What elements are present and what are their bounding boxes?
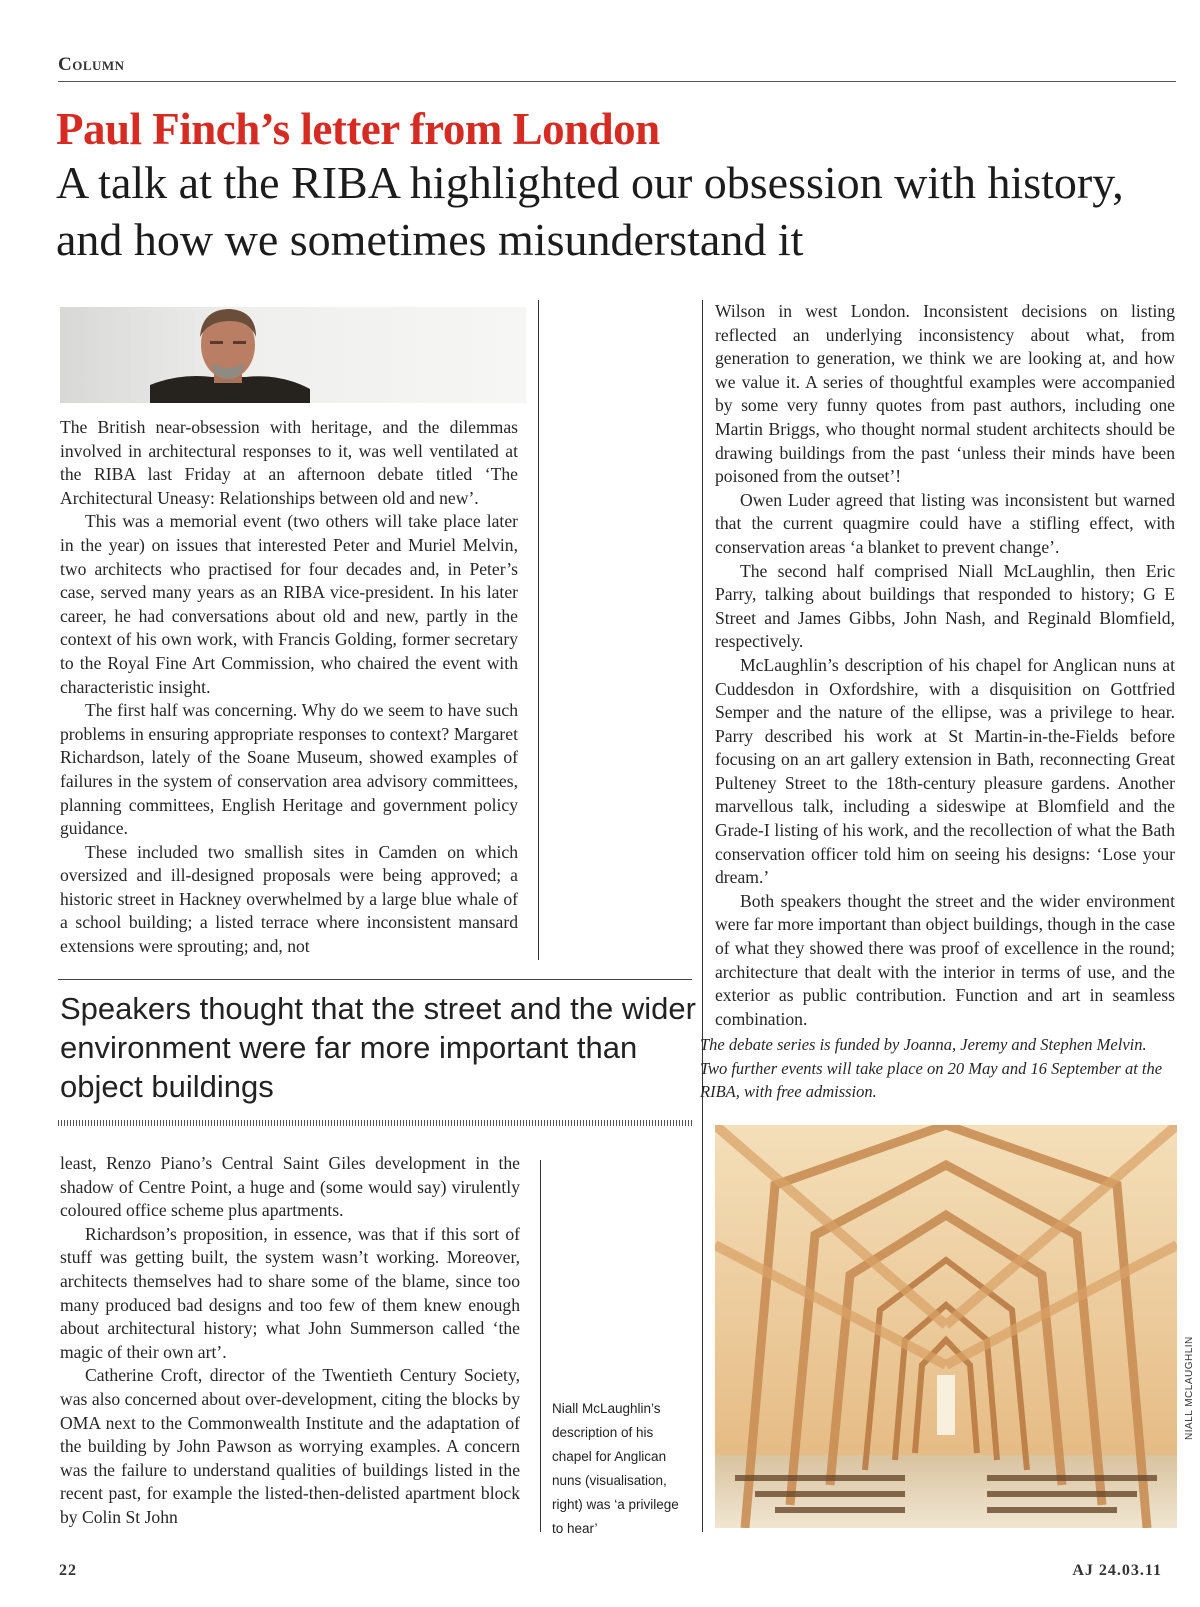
paragraph: Both speakers thought the street and the wider environment were far more important than object buildings, though in the case of what they showed there was proof of excellence in the round; architecture that dealt with the interior in terms of use, and the exterior as public contribution. Function and art in seamless combination. xyxy=(715,890,1175,1029)
paragraph: These included two smallish sites in Camden on which oversized and ill-designed proposals were being approved; a historic street in Hackney overwhelmed by a large blue whale of a school building; a listed terrace where inconsistent mansard extensions were sprouting; and, not xyxy=(60,841,518,957)
paragraph: This was a memorial event (two others will take place later in the year) on issues that interested Peter and Muriel Melvin, two architects who practised for four decades and, in Peter’s case, served many years as an RIBA vice-president. In his later career, he had conversations about old and new, partly in the context of his own work, with Francis Golding, former secretary to the Royal Fine Art Commission, who chaired the event with characteristic insight. xyxy=(60,511,518,697)
column-rule xyxy=(702,300,703,1532)
column-rule xyxy=(538,300,539,960)
paragraph: The second half comprised Niall McLaughlin, then Eric Parry, talking about buildings that responded to history; G E Street and James Gibbs, John Nash, and Reginald Blomfield, respectively. xyxy=(715,560,1175,652)
paragraph: Richardson’s proposition, in essence, was that if this sort of stuff was getting built, the system wasn’t working. Moreover, architects themselves had to share some of the blame, since too many produced bad designs and too few of them knew enough about architectural history; what John Summerson called ‘the magic of their own art’. xyxy=(60,1223,520,1362)
article-column-3 xyxy=(715,300,1175,1031)
author-portrait xyxy=(60,307,526,403)
image-caption: Niall McLaughlin’s description of his chapel for Anglican nuns (visualisation, right) was ‘a privilege to hear’ xyxy=(552,1401,679,1536)
chapel-visualisation xyxy=(715,1125,1177,1528)
paragraph: The British near-obsession with heritage, and the dilemmas involved in architectural responses to it, was well ventilated at the RIBA last Friday at an afternoon debate titled ‘The Architectural Uneasy: Relationships between old and new’. xyxy=(60,417,518,508)
pull-quote: Speakers thought that the street and the wider environment were far more important than object buildings xyxy=(60,991,696,1104)
section-label: Column xyxy=(58,54,125,75)
article-column-1-top xyxy=(60,416,518,959)
funding-note: The debate series is funded by Joanna, Jeremy and Stephen Melvin. Two further events will take place on 20 May and 16 September at the RIBA, with free admission. xyxy=(700,1035,1163,1102)
pull-quote-top-rule xyxy=(58,979,692,980)
paragraph: least, Renzo Piano’s Central Saint Giles development in the shadow of Centre Point, a huge and (some would say) virulently coloured office scheme plus apartments. xyxy=(60,1153,520,1221)
top-rule xyxy=(58,81,1176,82)
photo-credit: NIALL MCLAUGHLIN xyxy=(1184,1336,1195,1440)
paragraph: The first half was concerning. Why do we seem to have such problems in ensuring appropriate responses to context? Margaret Richardson, lately of the Soane Museum, showed examples of failures in the system of conservation area advisory committees, planning committees, English Heritage and government policy guidance. xyxy=(60,700,518,839)
page-number: 22 xyxy=(59,1562,77,1579)
author-portrait-figure xyxy=(150,307,310,403)
paragraph: McLaughlin’s description of his chapel for Anglican nuns at Cuddesdon in Oxfordshire, with a disquisition on Gottfried Semper and the nature of the ellipse, was a privilege to hear. Parry described his work at St Martin-in-the-Fields before focusing on an art gallery extension in Bath, reconnecting Great Pulteney Street to the 18th-century pleasure gardens. Another marvellous talk, including a sideswipe at Blomfield and the Grade-I listing of his work, and the recollection of what the Bath conservation officer told him on seeing his designs: ‘Lose your dream.’ xyxy=(715,654,1175,888)
paragraph: Catherine Croft, director of the Twentieth Century Society, was also concerned about over-development, citing the blocks by OMA next to the Commonwealth Institute and the adaptation of the building by John Pawson as worrying examples. A concern was the failure to understand qualities of buildings listed in the recent past, for example the listed-then-delisted apartment block by Colin St John xyxy=(60,1365,520,1527)
paragraph: Owen Luder agreed that listing was inconsistent but warned that the current quagmire could have a stifling effect, with conservation areas ‘a blanket to prevent change’. xyxy=(715,489,1175,557)
pull-quote-bottom-rule xyxy=(58,1120,692,1126)
column-rule xyxy=(540,1160,541,1532)
paragraph: Wilson in west London. Inconsistent decisions on listing reflected an underlying inconsistency about what, from generation to generation, we think we are looking at, and how we value it. A series of thoughtful examples were accompanied by some very funny quotes from past authors, including one Martin Briggs, who thought normal student architects should be drawing buildings from the past ‘unless their minds have been poisoned from the outset’! xyxy=(715,301,1175,487)
article-column-1-bottom xyxy=(60,1152,520,1530)
standfirst: A talk at the RIBA highlighted our obsession with history, and how we sometimes misunderstand it xyxy=(56,157,1124,265)
headline: Paul Finch’s letter from London xyxy=(56,104,660,154)
chapel-interior-illustration xyxy=(715,1125,1177,1528)
issue-date: AJ 24.03.11 xyxy=(1072,1562,1162,1579)
